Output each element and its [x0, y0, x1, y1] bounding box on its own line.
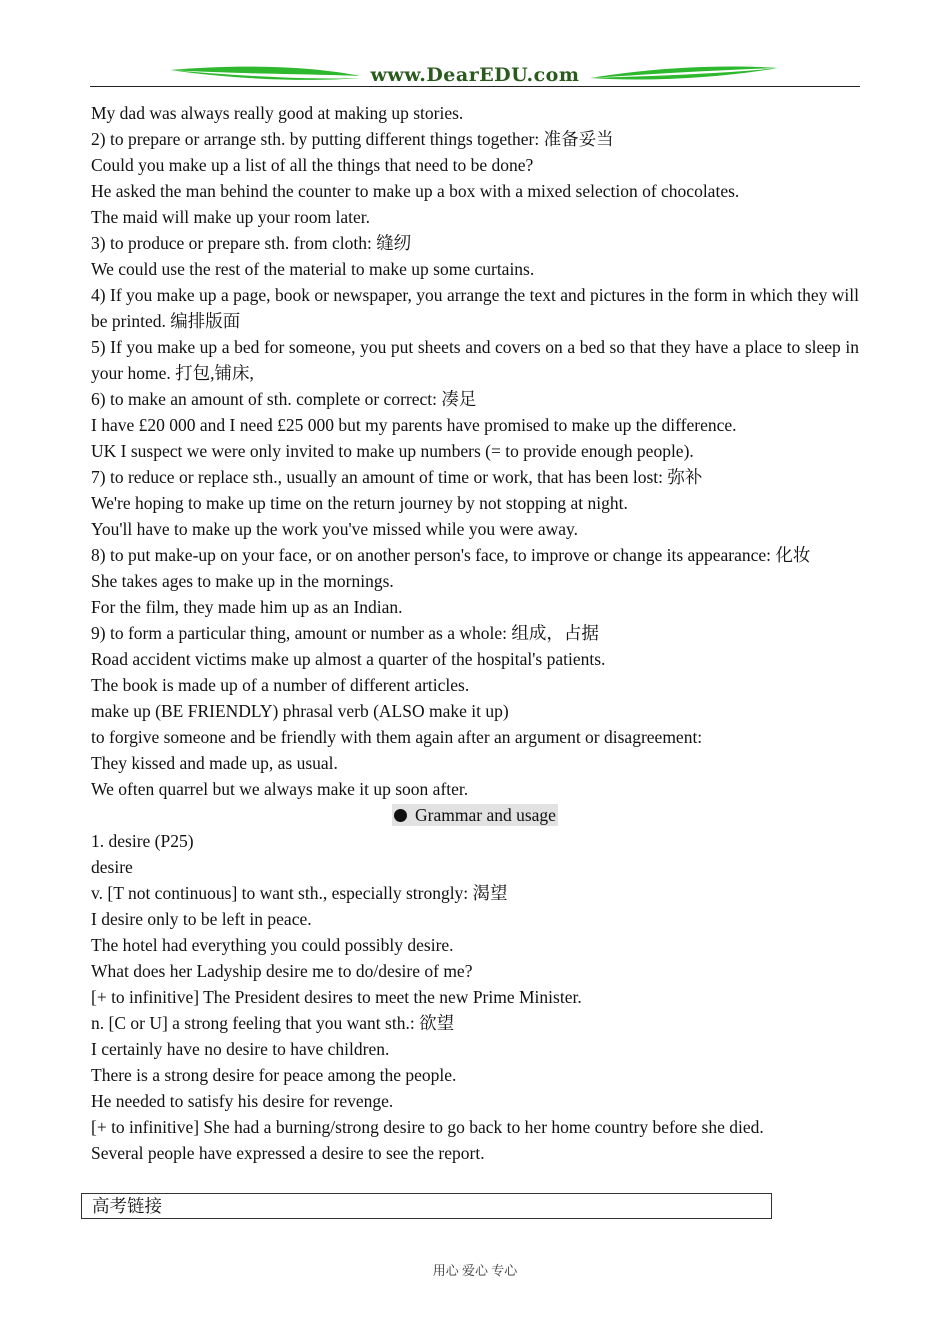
text-line: [+ to infinitive] She had a burning/strong desire to go back to her home country before she died.: [91, 1117, 764, 1137]
document-body: [91, 100, 859, 1166]
text-line: 5) If you make up a bed for someone, you put sheets and covers on a bed so that they have a place to sleep in your home. 打包,铺床,: [91, 337, 859, 383]
text-line: Could you make up a list of all the things that need to be done?: [91, 155, 534, 175]
text-line: Road accident victims make up almost a quarter of the hospital's patients.: [91, 649, 606, 669]
text-line: 3) to produce or prepare sth. from cloth: 缝纫: [91, 233, 412, 253]
text-line: He needed to satisfy his desire for revenge.: [91, 1091, 394, 1111]
section-heading: [91, 802, 859, 828]
text-line: You'll have to make up the work you've missed while you were away.: [91, 519, 578, 539]
text-line: 1. desire (P25): [91, 831, 194, 851]
text-line: 7) to reduce or replace sth., usually an amount of time or work, that has been lost: 弥补: [91, 467, 703, 487]
page-header: [90, 62, 860, 90]
text-line: She takes ages to make up in the mornings.: [91, 571, 394, 591]
text-line: make up (BE FRIENDLY) phrasal verb (ALSO make it up): [91, 701, 509, 721]
text-line: What does her Ladyship desire me to do/desire of me?: [91, 961, 473, 981]
text-line: My dad was always really good at making up stories.: [91, 103, 464, 123]
text-line: Several people have expressed a desire to see the report.: [91, 1143, 485, 1163]
text-line: v. [T not continuous] to want sth., especially strongly: 渴望: [91, 883, 508, 903]
text-line: There is a strong desire for peace among the people.: [91, 1065, 457, 1085]
text-line: 8) to put make-up on your face, or on another person's face, to improve or change its appearance: 化妆: [91, 545, 811, 565]
text-line: I desire only to be left in peace.: [91, 909, 312, 929]
text-line: They kissed and made up, as usual.: [91, 753, 338, 773]
section-heading-text: Grammar and usage: [415, 805, 556, 825]
text-line: I have £20 000 and I need £25 000 but my parents have promised to make up the difference.: [91, 415, 737, 435]
text-line: I certainly have no desire to have children.: [91, 1039, 390, 1059]
text-line: We're hoping to make up time on the return journey by not stopping at night.: [91, 493, 628, 513]
text-line: We often quarrel but we always make it up soon after.: [91, 779, 469, 799]
text-line: desire: [91, 857, 133, 877]
text-line: 6) to make an amount of sth. complete or correct: 凑足: [91, 389, 477, 409]
page-footer: 用心 爱心 专心: [432, 1263, 518, 1278]
text-line: For the film, they made him up as an Indian.: [91, 597, 403, 617]
text-line: to forgive someone and be friendly with them again after an argument or disagreement:: [91, 727, 703, 747]
text-line: The hotel had everything you could possibly desire.: [91, 935, 454, 955]
text-line: UK I suspect we were only invited to make up numbers (= to provide enough people).: [91, 441, 694, 461]
text-line: He asked the man behind the counter to make up a box with a mixed selection of chocolates.: [91, 181, 740, 201]
text-line: n. [C or U] a strong feeling that you want sth.: 欲望: [91, 1013, 455, 1033]
text-line: The book is made up of a number of different articles.: [91, 675, 470, 695]
text-line: The maid will make up your room later.: [91, 207, 370, 227]
text-line: 2) to prepare or arrange sth. by putting different things together: 准备妥当: [91, 129, 614, 149]
text-line: 9) to form a particular thing, amount or number as a whole: 组成，占据: [91, 623, 599, 643]
section-heading-highlight: [392, 804, 558, 826]
bullet-icon: [394, 809, 407, 822]
text-line: 4) If you make up a page, book or newspaper, you arrange the text and pictures in the form in which they will be printed. 编排版面: [91, 285, 859, 331]
exam-link-box: 高考链接: [81, 1193, 772, 1219]
text-line: [+ to infinitive] The President desires to meet the new Prime Minister.: [91, 987, 582, 1007]
site-logo-text: www.DearEDU.com: [370, 64, 580, 86]
text-line: We could use the rest of the material to make up some curtains.: [91, 259, 535, 279]
header-divider: [90, 86, 860, 87]
